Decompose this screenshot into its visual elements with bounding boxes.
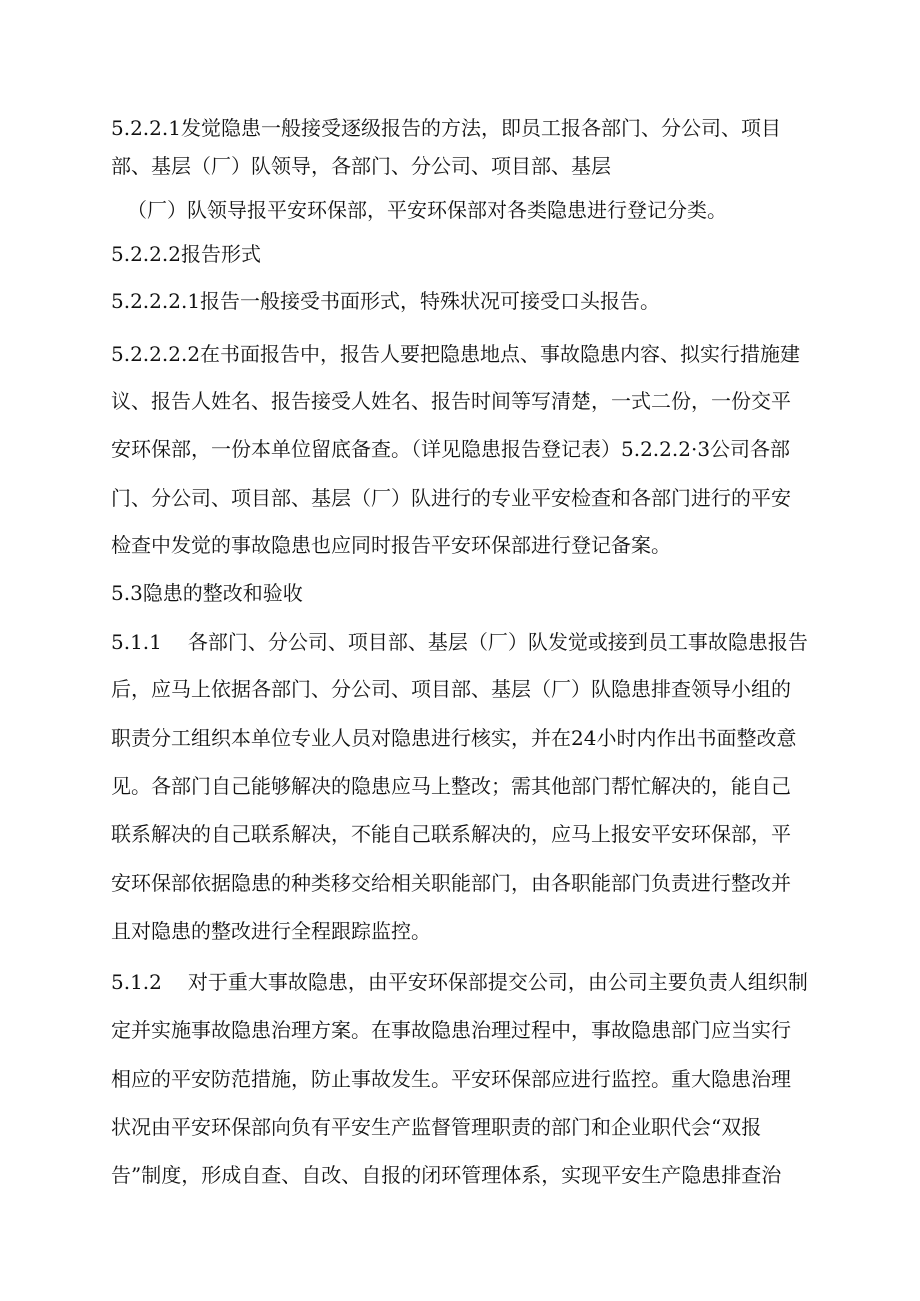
text-line-3: （厂）队领导报平安环保部，平安环保部对各类隐患进行登记分类。 [127,198,727,222]
text-line-7: 议、报告人姓名、报告接受人姓名、报告时间等写清楚，一式二份，一份交平 [111,389,791,413]
text-line-23: 告”制度，形成自查、自改、自报的闭环管理体系，实现平安生产隐患排查治 [111,1163,782,1187]
text-line-14: 职责分工组织本单位专业人员对隐患进行核实，并在24小时内作出书面整改意 [111,726,797,750]
text-line-1: 5.2.2.1发觉隐患一般接受逐级报告的方法，即员工报各部门、分公司、项目 [111,116,781,140]
text-line-5: 5.2.2.2.1报告一般接受书面形式，特殊状况可接受口头报告。 [111,289,661,313]
clause-5-1-2-text: 对于重大事故隐患，由平安环保部提交公司，由公司主要负责人组织制 [187,970,808,994]
text-line-9: 门、分公司、项目部、基层（厂）队进行的专业平安检查和各部门进行的平安 [111,486,791,510]
text-line-10: 检查中发觉的事故隐患也应同时报告平安环保部进行登记备案。 [111,533,671,557]
section-heading-5-3: 5.3隐患的整改和验收 [111,581,303,605]
clause-number-5-1-2: 5.1.2 [111,970,162,994]
text-line-17: 安环保部依据隐患的种类移交给相关职能部门，由各职能部门负责进行整改并 [111,871,791,895]
text-line-21: 相应的平安防范措施，防止事故发生。平安环保部应进行监控。重大隐患治理 [111,1067,791,1091]
text-line-18: 且对隐患的整改进行全程跟踪监控。 [111,919,431,943]
text-line-2: 部、基层（厂）队领导，各部门、分公司、项目部、基层 [111,154,611,178]
text-line-6: 5.2.2.2.2在书面报告中，报告人要把隐患地点、事故隐患内容、拟实行措施建 [111,342,801,366]
text-line-12 [111,628,808,656]
clause-number-5-1-1: 5.1.1 [111,630,162,654]
text-line-8: 安环保部，一份本单位留底备查。（详见隐患报告登记表）5.2.2.2·3公司各部 [111,437,791,461]
text-line-13: 后，应马上依据各部门、分公司、项目部、基层（厂）队隐患排查领导小组的 [111,677,791,701]
text-line-15: 见。各部门自己能够解决的隐患应马上整改；需其他部门帮忙解决的，能自己 [111,774,791,798]
text-line-22: 状况由平安环保部向负有平安生产监督管理职责的部门和企业职代会“双报 [111,1115,762,1139]
text-line-20: 定并实施事故隐患治理方案。在事故隐患治理过程中，事故隐患部门应当实行 [111,1018,791,1042]
section-heading-5-2-2-2: 5.2.2.2报告形式 [111,242,261,266]
clause-5-1-1-text: 各部门、分公司、项目部、基层（厂）队发觉或接到员工事故隐患报告 [187,630,808,654]
text-line-16: 联系解决的自己联系解决，不能自己联系解决的，应马上报安平安环保部，平 [111,822,791,846]
text-line-19 [111,968,808,996]
